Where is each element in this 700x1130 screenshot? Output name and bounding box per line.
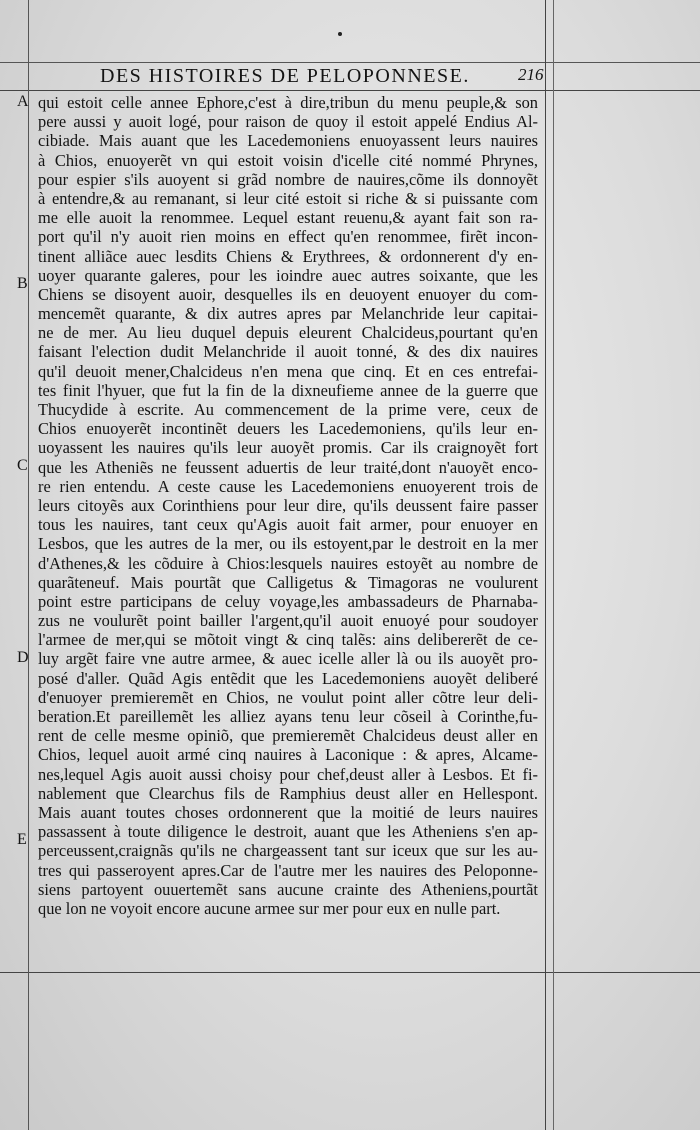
text-line: siens partoyent ouuertemẽt sans aucune crainte des Atheniens,pourtãt xyxy=(38,879,538,899)
text-right-rule xyxy=(545,0,546,1130)
text-line: Chiens se disoyent auoir, desquelles ils en deuoyent enuoyer du com- xyxy=(38,284,538,304)
text-line: point estre participans de celuy voyage,les ambassadeurs de Pharnaba- xyxy=(38,591,538,611)
text-line: pere aussi y auoit logé, pour raison de quoy il estoit appelé Endius Al- xyxy=(38,112,538,132)
text-line: tinent alliãce auec lesdits Chiens & Erythrees, & ordonnerent d'y en- xyxy=(38,246,538,266)
outer-margin-rule xyxy=(553,0,554,1130)
text-line: me elle auoit la renommee. Lequel estant reuenu,& ayant fait son ra- xyxy=(38,208,538,228)
margin-marker-e: E xyxy=(17,831,27,848)
text-line: qu'il deuoit mener,Chalcideus n'en mena que cinq. Et en ces entrefai- xyxy=(38,361,538,381)
text-line: qui estoit celle annee Ephore,c'est à dire,tribun du menu peuple,& son xyxy=(38,93,538,112)
text-line: mencemẽt quarante, & dix autres apres par Melanchride leur capitai- xyxy=(38,304,538,324)
text-line: perceussent,craignãs qu'ils ne chargeassent tant sur iceux que sur les au- xyxy=(38,841,538,861)
text-line: uoyassent les nauires qu'ils leur auoyẽt promis. Car ils craignoyẽt fort xyxy=(38,438,538,458)
header-rule xyxy=(0,90,700,91)
text-line: que les Atheniẽs ne feussent aduertis de leur traité,dont n'auoyẽt enco- xyxy=(38,457,538,477)
margin-marker-a: A xyxy=(17,93,29,110)
text-line: quarãteneuf. Mais pourtãt que Calligetus & Timagoras ne voulurent xyxy=(38,572,538,592)
text-line: tous les nauires, tant ceux qu'Agis auoit fait armer, pour enuoyer en xyxy=(38,515,538,535)
bottom-margin-rule xyxy=(0,972,700,973)
text-line: tres qui passeroyent apres.Car de l'autre mer les nauires des Peloponne- xyxy=(38,860,538,880)
text-line: nablement que Clearchus fils de Ramphius deust aller en Hellespont. xyxy=(38,783,538,803)
text-line: tes finit l'hyuer, que fut la fin de la dixneufieme annee de la guerre que xyxy=(38,380,538,400)
text-line: Mais auant toutes choses ordonnerent que la moitié de leurs nauires xyxy=(38,802,538,822)
text-line: passassent à toute diligence le destroit, auant que les Atheniens s'en ap- xyxy=(38,822,538,842)
page-header xyxy=(100,63,544,89)
text-line: posé d'aller. Quãd Agis entẽdit que les Lacedemoniens auoyẽt deliberé xyxy=(38,668,538,688)
body-text xyxy=(38,93,538,918)
text-line: Thucydide à escrite. Au commencement de la prime vere, ceux de xyxy=(38,400,538,419)
page-number: 216 xyxy=(518,65,544,84)
text-line: que lon ne voyoit encore aucune armee sur mer pour eux en nulle part. xyxy=(38,898,501,918)
text-line: à entendre,& au remanant, si leur cité estoit si riche & si puissante com xyxy=(38,188,538,208)
ink-dot xyxy=(338,32,342,36)
text-line: rent de celle mesme opiniõ, que premieremẽt Chalcideus deust aller en xyxy=(38,726,538,746)
text-line: l'armee de mer,qui se mõtoit vingt & cinq talẽs: ains delibererẽt de ce- xyxy=(38,630,538,650)
text-line: pour espier s'ils auoyent si grãd nombre de nauires,cõme ils donnoyẽt xyxy=(38,169,538,189)
text-line: zus ne voulurẽt point bailler l'argent,qu'il auoit enuoyé pour soudoyer xyxy=(38,611,538,631)
text-line: ne de mer. Au lieu duquel depuis eleurent Chalcideus,pourtant qu'en xyxy=(38,323,538,343)
text-line: faisant l'election dudit Melanchride il auoit tonné, & des dix nauires xyxy=(38,342,538,362)
margin-marker-d: D xyxy=(17,649,29,666)
text-line: port qu'il n'y auoit rien moins en effect qu'en renommee, firẽt incon- xyxy=(38,227,538,247)
text-line: Chios, lequel auoit armé cinq nauires à Laconique : & apres, Alcame- xyxy=(38,745,538,765)
text-line: Lesbos, que les autres de la mer, ou ils estoyent,par le destroit en la mer xyxy=(38,534,538,554)
text-line: uoyer quarante galeres, pour les ioindre auec autres soixante, que les xyxy=(38,265,538,285)
text-line: leurs citoyẽs aux Corinthiens pour leur dire, qu'ils deussent faire passer xyxy=(38,495,538,515)
margin-marker-c: C xyxy=(17,457,28,474)
running-head: DES HISTOIRES DE PELOPONNESE. xyxy=(100,65,470,87)
text-line: d'Athenes,& les cõduire à Chios:lesquels nauires estoyẽt au nombre de xyxy=(38,553,538,573)
text-line: cibiade. Mais auant que les Lacedemoniens enuoyassent leurs nauires xyxy=(38,131,538,151)
text-line: re rien entendu. A ceste cause les Lacedemoniens enuoyerent trois de xyxy=(38,476,538,496)
text-line: Chios enuoyerẽt incontinẽt deuers les Lacedemoniens, qu'ils leur en- xyxy=(38,419,538,439)
text-line: à Chios, enuoyerẽt vn qui estoit voisin d'icelle cité nommé Phrynes, xyxy=(38,150,538,170)
text-line: luy argẽt faire vne autre armee, & auec icelle aller là ou ils auoyẽt pro- xyxy=(38,649,538,669)
margin-marker-b: B xyxy=(17,275,28,292)
text-line: beration.Et pareillemẽt les alliez ayans tenu leur cõseil à Corinthe,fu- xyxy=(38,707,538,726)
left-margin-rule xyxy=(28,0,29,1130)
text-line: nes,lequel Agis auoit aussi choisy pour chef,deust aller à Lesbos. Et fi- xyxy=(38,764,538,784)
text-line: d'enuoyer premieremẽt en Chios, ne voulut point aller cõtre leur deli- xyxy=(38,687,538,707)
